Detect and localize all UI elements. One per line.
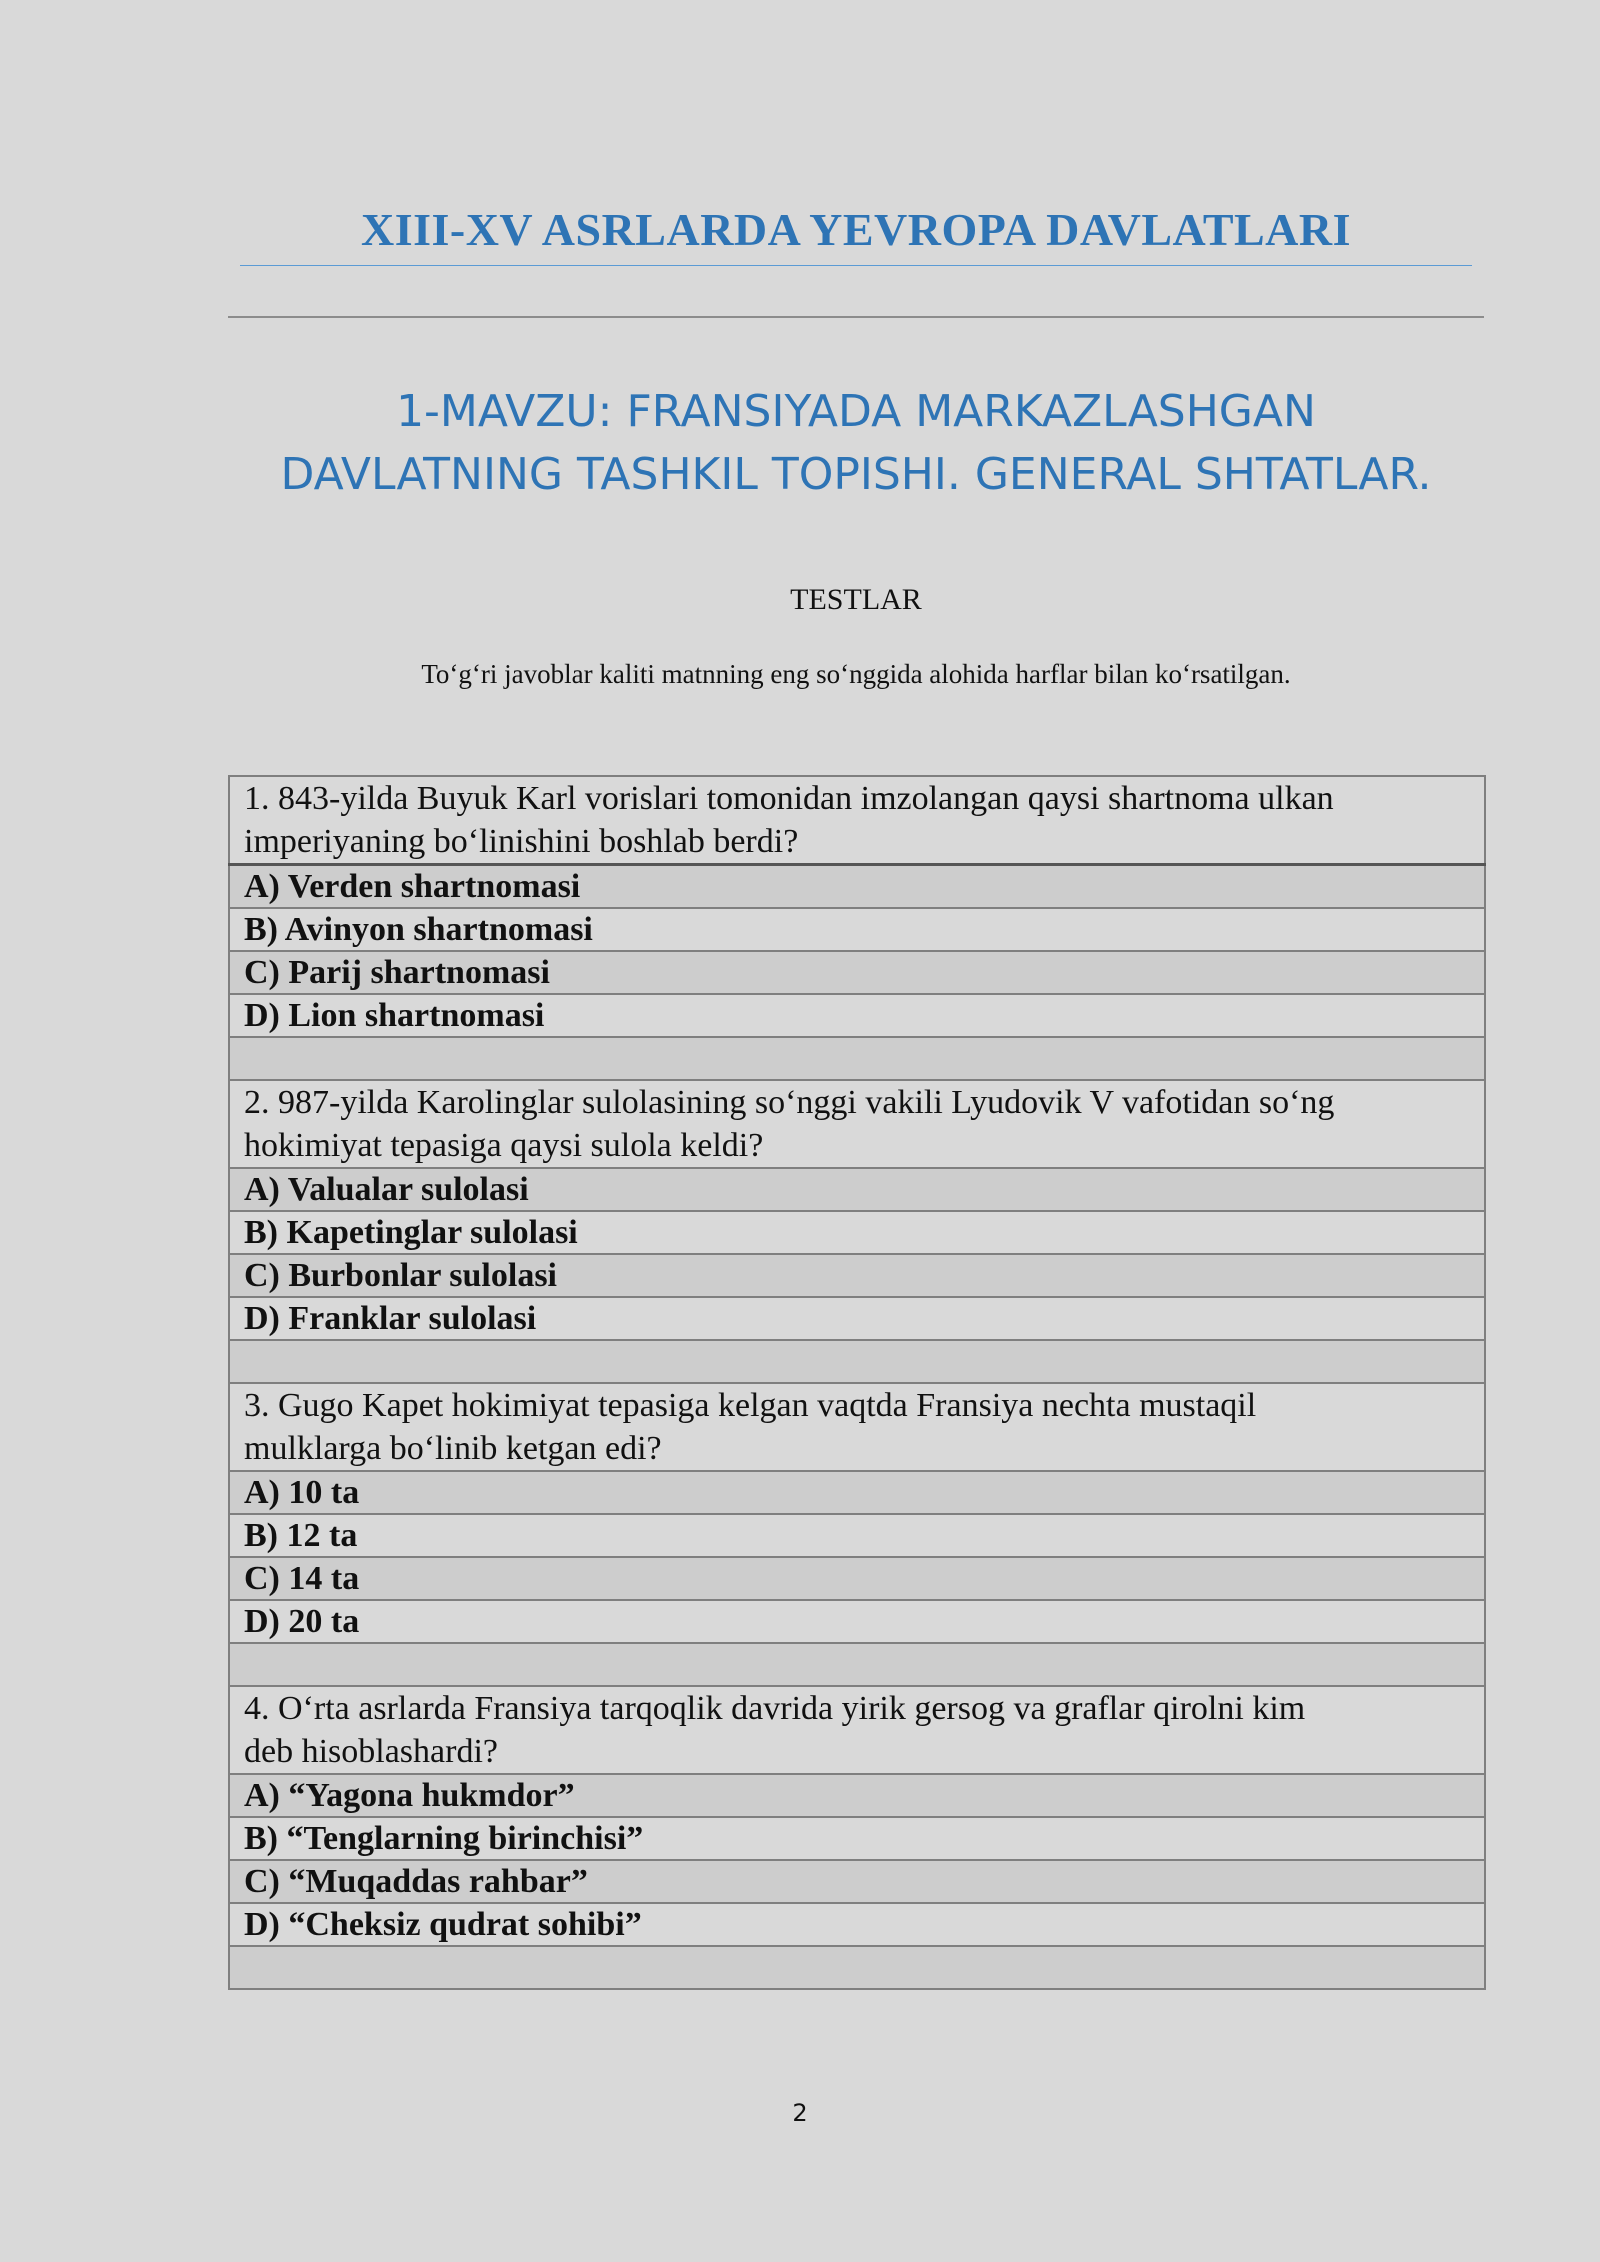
test-table — [228, 775, 1486, 1990]
option-row — [229, 1774, 1485, 1817]
answer-option: B) Avinyon shartnomasi — [229, 908, 1485, 951]
question-text-line: 3. Gugo Kapet hokimiyat tepasiga kelgan vaqtda Fransiya nechta mustaqil — [244, 1387, 1257, 1424]
answer-option: A) “Yagona hukmdor” — [229, 1774, 1485, 1817]
question-row — [229, 1080, 1485, 1168]
spacer-cell — [229, 1340, 1485, 1383]
option-row — [229, 908, 1485, 951]
answer-option: C) Burbonlar sulolasi — [229, 1254, 1485, 1297]
section-label: TESTLAR — [790, 583, 922, 616]
question-cell — [229, 1686, 1485, 1774]
option-row — [229, 1514, 1485, 1557]
spacer-row — [229, 1037, 1485, 1080]
question-text-line: 1. 843-yilda Buyuk Karl vorislari tomonidan imzolangan qaysi shartnoma ulkan — [244, 780, 1334, 817]
question-text-line: imperiyaning bo‘linishini boshlab berdi? — [244, 823, 799, 860]
instruction-text: To‘g‘ri javoblar kaliti matnning eng so‘nggida alohida harflar bilan ko‘rsatilgan. — [421, 659, 1291, 689]
question-text-line: 2. 987-yilda Karolinglar sulolasining so‘nggi vakili Lyudovik V vafotidan so‘ng — [244, 1084, 1335, 1121]
spacer-row — [229, 1340, 1485, 1383]
spacer-row — [229, 1643, 1485, 1686]
question-cell — [229, 1383, 1485, 1471]
question-row — [229, 1383, 1485, 1471]
option-row — [229, 1557, 1485, 1600]
answer-option: D) Lion shartnomasi — [229, 994, 1485, 1037]
option-row — [229, 1168, 1485, 1211]
answer-option: D) Franklar sulolasi — [229, 1297, 1485, 1340]
answer-option: B) “Tenglarning birinchisi” — [229, 1817, 1485, 1860]
option-row — [229, 1211, 1485, 1254]
answer-option: C) 14 ta — [229, 1557, 1485, 1600]
question-row — [229, 776, 1485, 865]
answer-option: B) 12 ta — [229, 1514, 1485, 1557]
spacer-cell — [229, 1643, 1485, 1686]
option-row — [229, 994, 1485, 1037]
option-row — [229, 951, 1485, 994]
topic-title-line-2: DAVLATNING TASHKIL TOPISHI. GENERAL SHTATLAR. — [280, 449, 1432, 500]
question-text-line: 4. O‘rta asrlarda Fransiya tarqoqlik davrida yirik gersog va graflar qirolni kim — [244, 1690, 1306, 1727]
option-row — [229, 1903, 1485, 1946]
header-separator — [228, 316, 1484, 318]
spacer-cell — [229, 1037, 1485, 1080]
question-row — [229, 1686, 1485, 1774]
spacer-cell — [229, 1946, 1485, 1989]
answer-option: A) 10 ta — [229, 1471, 1485, 1514]
header-underline — [240, 265, 1472, 266]
spacer-row — [229, 1946, 1485, 1989]
question-cell — [229, 776, 1485, 865]
answer-option: C) Parij shartnomasi — [229, 951, 1485, 994]
document-header-title: XIII-XV ASRLARDA YEVROPA DAVLATLARI — [360, 204, 1352, 255]
topic-title-line-1: 1-MAVZU: FRANSIYADA MARKAZLASHGAN — [396, 386, 1316, 437]
answer-option: D) 20 ta — [229, 1600, 1485, 1643]
option-row — [229, 1600, 1485, 1643]
option-row — [229, 1297, 1485, 1340]
option-row — [229, 1254, 1485, 1297]
option-row — [229, 1471, 1485, 1514]
answer-option: C) “Muqaddas rahbar” — [229, 1860, 1485, 1903]
question-cell — [229, 1080, 1485, 1168]
answer-option: D) “Cheksiz qudrat sohibi” — [229, 1903, 1485, 1946]
question-text-line: deb hisoblashardi? — [244, 1733, 498, 1770]
answer-option: A) Valualar sulolasi — [229, 1168, 1485, 1211]
option-row — [229, 1860, 1485, 1903]
question-text-line: hokimiyat tepasiga qaysi sulola keldi? — [244, 1127, 764, 1164]
topic-title — [228, 380, 1484, 506]
question-text-line: mulklarga bo‘linib ketgan edi? — [244, 1430, 662, 1467]
option-row — [229, 865, 1485, 909]
answer-option: B) Kapetinglar sulolasi — [229, 1211, 1485, 1254]
answer-option: A) Verden shartnomasi — [229, 865, 1485, 909]
option-row — [229, 1817, 1485, 1860]
page-number: 2 — [792, 2099, 808, 2127]
